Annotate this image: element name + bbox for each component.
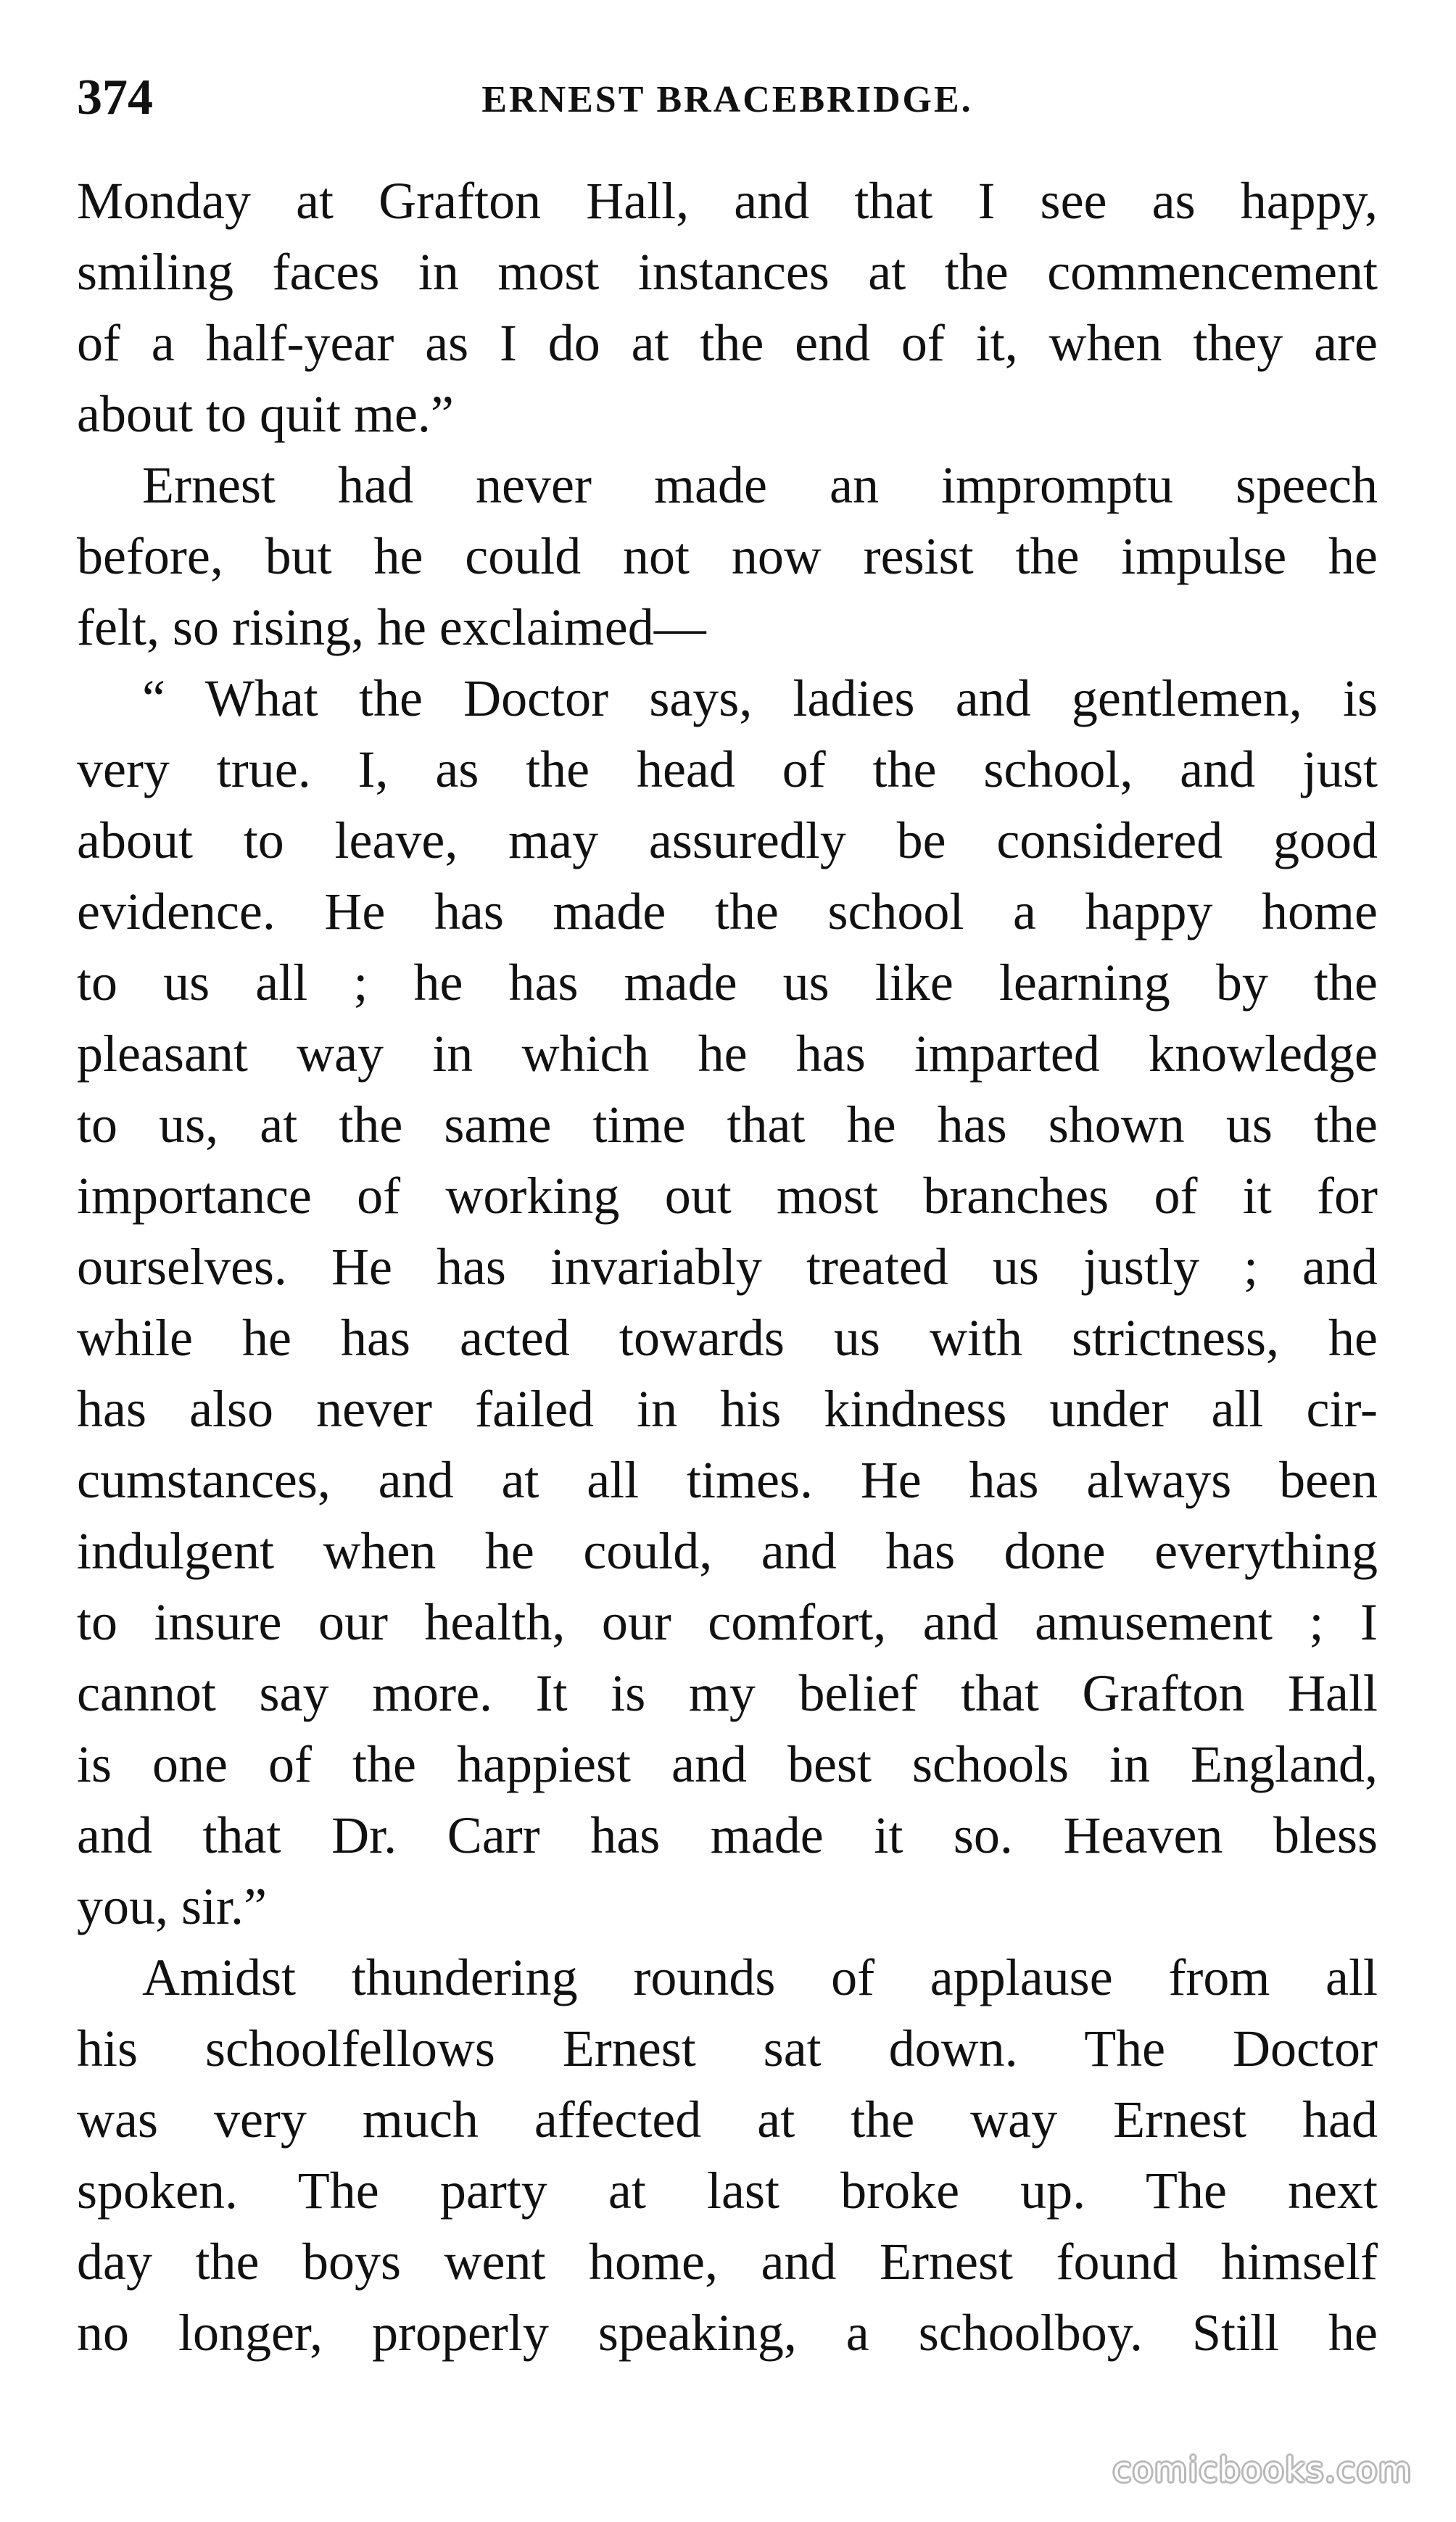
text-line: no longer, properly speaking, a schoolboy. Still he	[77, 2304, 1378, 2362]
text-line: to insure our health, our comfort, and amusement ; I	[77, 1593, 1378, 1651]
text-line: pleasant way in which he has imparted knowledge	[77, 1025, 1378, 1083]
text-line: spoken. The party at last broke up. The next	[77, 2162, 1378, 2220]
text-line: felt, so rising, he exclaimed—	[77, 598, 706, 656]
body-text	[77, 165, 1378, 2368]
text-line: cumstances, and at all times. He has always been	[77, 1451, 1378, 1509]
text-line: while he has acted towards us with strictness, he	[77, 1309, 1378, 1367]
text-line: Amidst thundering rounds of applause from all	[142, 1948, 1378, 2006]
text-line: evidence. He has made the school a happy home	[77, 882, 1378, 940]
text-line: about to leave, may assuredly be considered good	[77, 811, 1378, 869]
text-line: about to quit me.”	[77, 385, 454, 443]
text-line: his schoolfellows Ernest sat down. The Doctor	[77, 2019, 1378, 2077]
text-line: very true. I, as the head of the school, and just	[77, 740, 1378, 798]
text-line: “ What the Doctor says, ladies and gentlemen, is	[142, 669, 1378, 727]
text-line: cannot say more. It is my belief that Grafton Hall	[77, 1664, 1378, 1722]
text-line: Monday at Grafton Hall, and that I see as happy,	[77, 172, 1378, 230]
text-line: indulgent when he could, and has done everything	[77, 1522, 1378, 1580]
text-line: to us all ; he has made us like learning by the	[77, 954, 1378, 1012]
text-line: Ernest had never made an impromptu speech	[142, 456, 1378, 514]
text-line: is one of the happiest and best schools in England,	[77, 1735, 1378, 1793]
text-line: importance of working out most branches of it for	[77, 1167, 1378, 1225]
text-line: and that Dr. Carr has made it so. Heaven bless	[77, 1806, 1378, 1864]
text-line: has also never failed in his kindness under all cir-	[77, 1380, 1378, 1438]
text-line: was very much affected at the way Ernest had	[77, 2091, 1378, 2149]
text-line: before, but he could not now resist the impulse he	[77, 527, 1378, 585]
page-header	[77, 65, 1378, 131]
watermark: comicbooks.com	[1112, 2450, 1412, 2489]
text-line: of a half-year as I do at the end of it, when they are	[77, 314, 1378, 372]
text-line: ourselves. He has invariably treated us justly ; and	[77, 1238, 1378, 1296]
text-line: you, sir.”	[77, 1877, 267, 1935]
page-number: 374	[77, 70, 153, 125]
text-line: to us, at the same time that he has shown us the	[77, 1096, 1378, 1154]
text-line: day the boys went home, and Ernest found himself	[77, 2233, 1378, 2291]
text-line: smiling faces in most instances at the commencement	[77, 243, 1378, 301]
running-head: ERNEST BRACEBRIDGE.	[481, 79, 973, 120]
